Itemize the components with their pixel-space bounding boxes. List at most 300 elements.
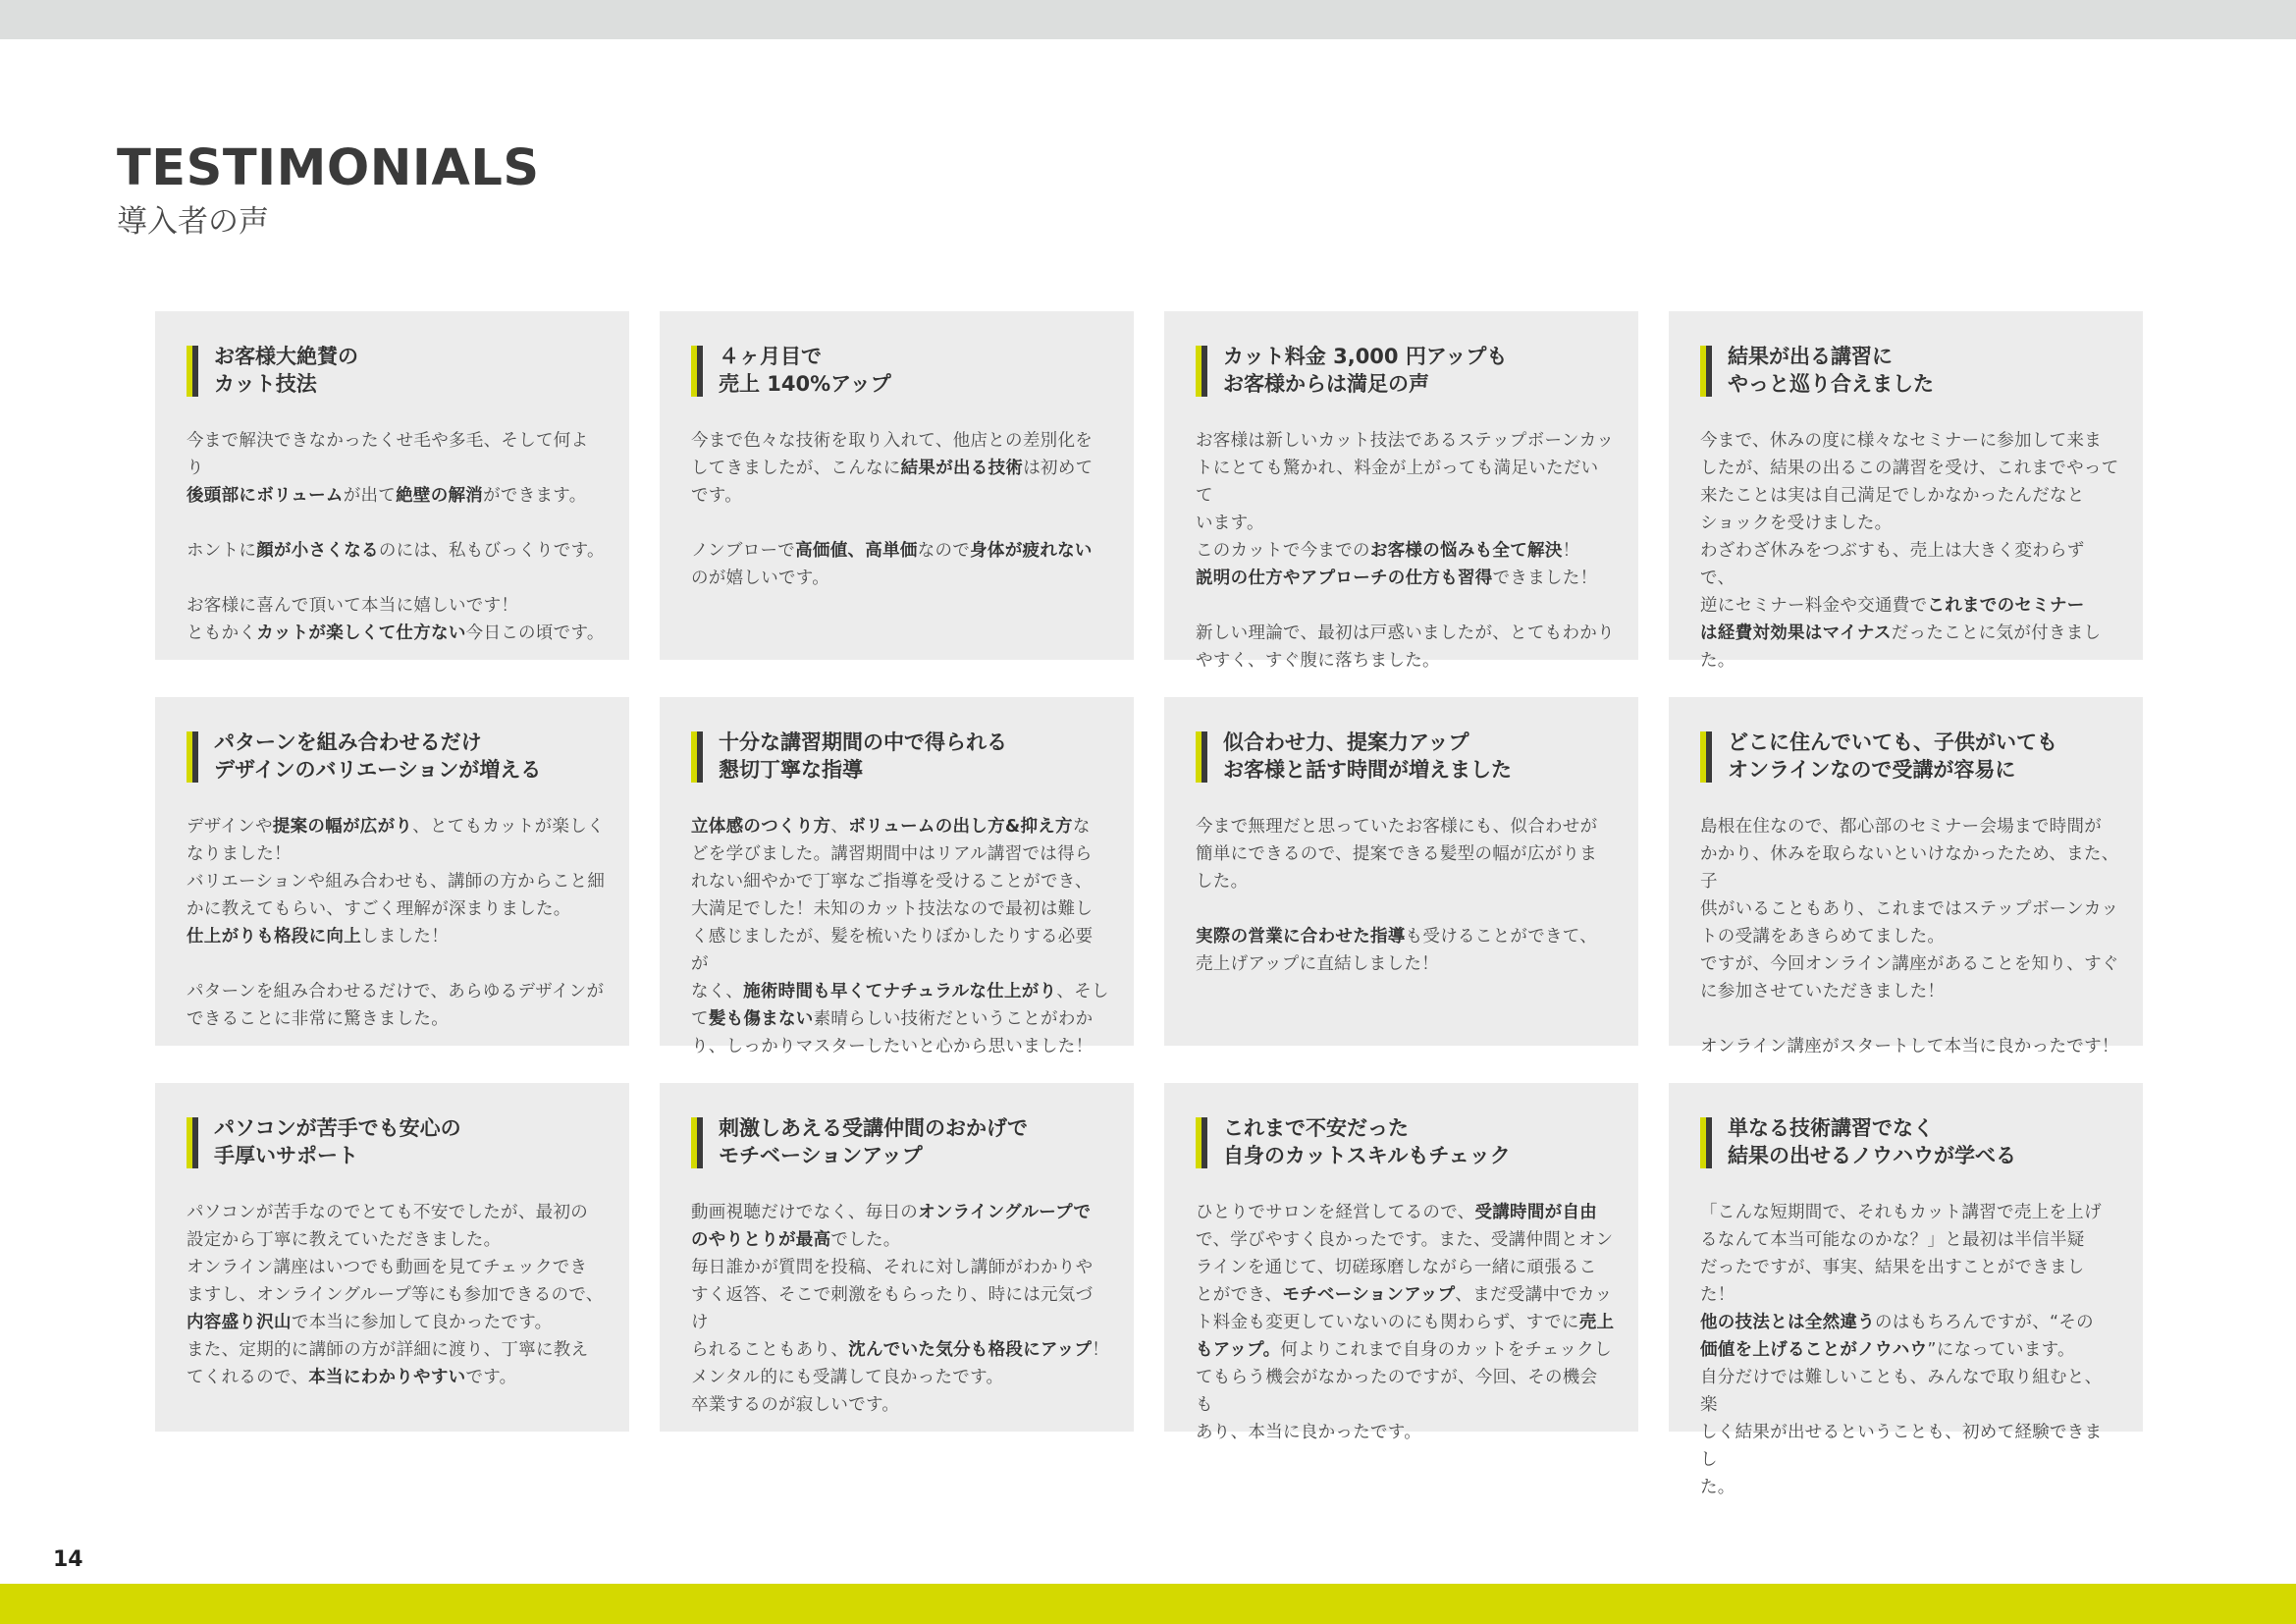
card-title (719, 729, 1110, 784)
body-text: 毎日誰かが質問を投稿、それに対し講師がわかりや (691, 1258, 1094, 1277)
emphasis-text: 高価値、高単価 (795, 541, 918, 561)
body-line (1196, 840, 1615, 868)
body-line (187, 978, 606, 1005)
body-text: デザインや (187, 817, 273, 837)
accent-bar (1700, 346, 1712, 397)
body-line (1700, 1474, 2119, 1501)
body-line (1700, 895, 2119, 923)
card-title-line: 結果が出る講習に (1728, 345, 1893, 368)
body-text: 「こんな短期間で、それもカット講習で売上を上げ (1700, 1203, 2102, 1222)
body-line (187, 1336, 606, 1364)
testimonials-grid (155, 311, 2142, 1497)
body-line (1700, 1309, 2119, 1336)
body-text: トの受講をあきらめてました。 (1700, 927, 1946, 947)
body-text: 今日この頃です。 (465, 623, 605, 643)
card-title-line: 似合わせ力、提案力アップ (1223, 731, 1469, 754)
body-line (691, 1364, 1110, 1391)
card-body (1196, 427, 1615, 675)
card-heading (1196, 1114, 1615, 1169)
body-line (1700, 537, 2119, 592)
body-text: 供がいることもあり、これまではステップボーンカッ (1700, 899, 2119, 919)
body-text: 今まで無理だと思っていたお客様にも、似合わせが (1196, 817, 1598, 837)
emphasis-text: 沈んでいた気分も格段にアップ (848, 1340, 1093, 1360)
body-text: パソコンが苦手なのでとても不安でしたが、最初の (187, 1203, 589, 1222)
emphasis-text: 身体が疲れない (970, 541, 1093, 561)
card-title-line: モチベーションアップ (719, 1144, 923, 1167)
card-body (187, 813, 606, 1033)
body-line (187, 813, 606, 840)
body-line (1700, 1033, 2119, 1060)
card-heading (691, 729, 1110, 784)
body-text: しく結果が出せるということも、初めて経験できまし (1700, 1423, 2103, 1470)
body-line (691, 868, 1110, 895)
emphasis-text: カットが楽しくて仕方ない (256, 623, 466, 643)
body-text: できました！ (1492, 568, 1598, 588)
body-text: られることもあり、 (691, 1340, 849, 1360)
card-title-line: 結果の出せるノウハウが学べる (1728, 1144, 2016, 1167)
paragraph-gap (1196, 895, 1615, 923)
card-body (1700, 427, 2119, 675)
card-body (691, 427, 1110, 592)
paragraph-gap (691, 510, 1110, 537)
bottom-band (0, 1584, 2296, 1624)
body-text: います。 (1196, 514, 1264, 533)
body-text: で、学びやすく良かったです。また、受講仲間とオン (1196, 1230, 1614, 1250)
emphasis-text: 仕上がりも格段に向上 (187, 927, 361, 947)
body-line (1700, 813, 2119, 840)
body-line (691, 537, 1110, 565)
body-text: だったですが、事実、結果を出すことができました！ (1700, 1258, 2085, 1305)
body-text: なりました！ (187, 844, 292, 864)
body-line (187, 840, 606, 868)
body-line (1700, 1336, 2119, 1364)
body-text: バリエーションや組み合わせも、講師の方からこと細 (187, 872, 606, 892)
body-text: ひとりでサロンを経営してるので、 (1196, 1203, 1475, 1222)
card-title-line: 刺激しあえる受講仲間のおかげで (719, 1116, 1028, 1140)
body-text: した。 (1196, 872, 1249, 892)
body-line (1700, 1199, 2119, 1226)
body-line (1196, 1199, 1615, 1226)
body-text: ともかく (187, 623, 257, 643)
body-text: メンタル的にも受講して良かったです。 (691, 1368, 1004, 1387)
card-title (1223, 729, 1615, 784)
emphasis-text: 説明の仕方やアプローチの仕方も習得 (1196, 568, 1493, 588)
body-text: お客様に喜んで頂いて本当に嬉しいです！ (187, 596, 519, 616)
body-text: 、とてもカットが楽しく (412, 817, 605, 837)
body-line (187, 1309, 606, 1336)
body-text: のが嬉しいです。 (691, 568, 829, 588)
body-line (691, 1336, 1110, 1364)
body-line (187, 1281, 606, 1309)
card-title-line: 売上 140%アップ (719, 372, 891, 396)
body-line (1196, 620, 1615, 647)
body-text: て (691, 1009, 709, 1029)
body-line (1196, 950, 1615, 978)
body-text: ができます。 (483, 486, 587, 506)
body-text: です。 (465, 1368, 517, 1387)
emphasis-text: 本当にわかりやすい (308, 1368, 466, 1387)
paragraph-gap (187, 565, 606, 592)
body-line (691, 455, 1110, 482)
body-text: に参加させていただきました！ (1700, 982, 1946, 1001)
body-line (1700, 840, 2119, 895)
body-text: てもらう機会がなかったのですが、今回、その機会も (1196, 1368, 1598, 1415)
accent-bar (691, 346, 703, 397)
accent-bar (691, 731, 703, 783)
body-line (1196, 537, 1615, 565)
body-line (1700, 620, 2119, 647)
body-text: 、 (830, 817, 849, 837)
emphasis-text: 後頭部にボリューム (187, 486, 344, 506)
body-line (691, 895, 1110, 923)
top-band (0, 0, 2296, 39)
card-body (187, 1199, 606, 1391)
body-text: すく返答、そこで刺激をもらったり、時には元気づけ (691, 1285, 1094, 1332)
body-line (187, 895, 606, 923)
card-body (1196, 813, 1615, 978)
accent-bar (1196, 1117, 1207, 1168)
body-line (691, 923, 1110, 978)
card-title-line: これまで不安だった (1223, 1116, 1409, 1140)
body-text: 今まで色々な技術を取り入れて、他店との差別化を (691, 431, 1094, 451)
body-line (691, 1281, 1110, 1336)
body-text: ！ (1562, 541, 1580, 561)
emphasis-text: は経費対効果はマイナス (1700, 623, 1892, 643)
body-text: 大満足でした！未知のカット技法なので最初は難し (691, 899, 1094, 919)
emphasis-text: 他の技法とは全然違う (1700, 1313, 1875, 1332)
body-text: です。 (691, 486, 742, 506)
body-text: 素晴らしい技術だということがわか (813, 1009, 1094, 1029)
emphasis-text: のやりとりが最高 (691, 1230, 831, 1250)
body-text: ラインを通じて、切磋琢磨しながら一緒に頑張るこ (1196, 1258, 1597, 1277)
body-text: のはもちろんですが、“その (1875, 1313, 2094, 1332)
body-line (1196, 1309, 1615, 1336)
accent-bar (1700, 731, 1712, 783)
card-title (1728, 1114, 2119, 1169)
card-body (1700, 813, 2119, 1060)
card-title (1728, 343, 2119, 398)
card-title (1223, 343, 1615, 398)
body-text: ノンブローで (691, 541, 796, 561)
testimonial-card (1669, 1083, 2143, 1497)
body-text: 、まだ受講中でカッ (1455, 1285, 1613, 1305)
body-text: り、しっかりマスターしたいと心から思いました！ (691, 1037, 1094, 1056)
body-text: 卒業するのが寂しいです。 (691, 1395, 900, 1415)
card-heading (691, 1114, 1110, 1169)
body-text: ！ (1092, 1340, 1109, 1360)
body-line (1196, 427, 1615, 455)
body-line (1700, 1364, 2119, 1419)
body-text: 売上げアップに直結しました！ (1196, 954, 1439, 974)
card-body (691, 813, 1110, 1060)
body-line (691, 978, 1110, 1005)
card-title-line: 自身のカットスキルもチェック (1223, 1144, 1511, 1167)
body-text: た。 (1700, 1478, 1735, 1497)
body-text: できることに非常に驚きました。 (187, 1009, 449, 1029)
emphasis-text: 受講時間が自由 (1474, 1203, 1598, 1222)
body-line (691, 1199, 1110, 1226)
body-text: 新しい理論で、最初は戸惑いましたが、とてもわかり (1196, 623, 1615, 643)
body-line (1700, 950, 2119, 978)
card-title (719, 1114, 1110, 1169)
emphasis-text: これまでのセミナー (1927, 596, 2085, 616)
body-line (1700, 482, 2119, 510)
card-title-line: お客様と話す時間が増えました (1223, 758, 1512, 782)
card-title-line: 単なる技術講習でなく (1728, 1116, 1934, 1140)
body-text: のには、私もびっくりです。 (378, 541, 605, 561)
card-body (1196, 1199, 1615, 1446)
body-text: も受けることができて、 (1405, 927, 1598, 947)
card-title-line: ４ヶ月目で (719, 345, 822, 368)
card-body (187, 427, 606, 647)
body-text: ますし、オンライングループ等にも参加できるので、 (187, 1285, 604, 1305)
card-title-line: やっと巡り合えました (1728, 372, 1934, 396)
body-line (1196, 455, 1615, 510)
emphasis-text: オンライングループで (918, 1203, 1092, 1222)
body-line (1196, 510, 1615, 537)
body-line (1196, 1364, 1615, 1419)
emphasis-text: モチベーションアップ (1282, 1285, 1456, 1305)
testimonial-card (1669, 311, 2143, 671)
body-line (1196, 923, 1615, 950)
body-text: で本当に参加して良かったです。 (291, 1313, 553, 1332)
emphasis-text: 施術時間も早くてナチュラルな仕上がり (743, 982, 1057, 1001)
body-text: が出て (343, 486, 397, 506)
body-text: しました！ (361, 927, 449, 947)
testimonial-card (155, 311, 629, 660)
body-text: どを学びました。講習期間中はリアル講習では得ら (691, 844, 1093, 864)
body-line (691, 1391, 1110, 1419)
card-heading (1700, 1114, 2119, 1169)
card-heading (187, 729, 606, 784)
body-line (1196, 1336, 1615, 1364)
emphasis-text: 内容盛り沢山 (187, 1313, 292, 1332)
card-title (1223, 1114, 1615, 1169)
body-text: また、定期的に講師の方が詳細に渡り、丁寧に教え (187, 1340, 589, 1360)
body-line (1700, 978, 2119, 1005)
body-text: トにとても驚かれ、料金が上がっても満足いただいて (1196, 459, 1599, 506)
body-line (1196, 868, 1615, 895)
body-text: な (1072, 817, 1091, 837)
body-text: あり、本当に良かったです。 (1196, 1423, 1421, 1442)
body-line (1196, 1419, 1615, 1446)
testimonial-card (1669, 697, 2143, 1056)
body-line (1700, 647, 2119, 675)
page-subtitle: 導入者の声 (117, 204, 269, 240)
body-line (1700, 1226, 2119, 1254)
accent-bar (1196, 346, 1207, 397)
accent-bar (187, 731, 198, 783)
body-text: ですが、今回オンライン講座があることを知り、すぐ (1700, 954, 2119, 974)
body-line (187, 1005, 606, 1033)
body-line (187, 620, 606, 647)
card-heading (1700, 343, 2119, 398)
body-line (1196, 565, 1615, 592)
body-text: 来たことは実は自己満足でしかなかったんだなと (1700, 486, 2085, 506)
card-heading (1196, 343, 1615, 398)
body-text: でした。 (830, 1230, 901, 1250)
body-line (1700, 592, 2119, 620)
card-heading (691, 343, 1110, 398)
body-line (187, 1254, 606, 1281)
body-text: てくれるので、 (187, 1368, 309, 1387)
body-text: したが、結果の出るこの講習を受け、これまでやって (1700, 459, 2119, 478)
body-text: してきましたが、こんなに (691, 459, 901, 478)
body-text: 、そし (1056, 982, 1109, 1001)
body-text: 簡単にできるので、提案できる髪型の幅が広がりま (1196, 844, 1598, 864)
body-line (1700, 1419, 2119, 1474)
paragraph-gap (1700, 1005, 2119, 1033)
body-line (1196, 813, 1615, 840)
body-line (691, 1254, 1110, 1281)
body-line (1700, 455, 2119, 482)
body-line (187, 1199, 606, 1226)
body-text: かに教えてもらい、すごく理解が深まりました。 (187, 899, 571, 919)
body-line (187, 537, 606, 565)
body-line (1700, 427, 2119, 455)
body-line (691, 1005, 1110, 1033)
card-title-line: カット料金 3,000 円アップも (1223, 345, 1508, 368)
body-line (1700, 923, 2119, 950)
card-title-line: パソコンが苦手でも安心の (214, 1116, 461, 1140)
body-line (691, 1226, 1110, 1254)
accent-bar (187, 1117, 198, 1168)
card-title-line: 懇切丁寧な指導 (719, 758, 863, 782)
body-text: た。 (1700, 651, 1735, 671)
paragraph-gap (187, 950, 606, 978)
card-title-line: お客様からは満足の声 (1223, 372, 1429, 396)
card-title-line: どこに住んでいても、子供がいても (1728, 731, 2057, 754)
body-text: るなんて本当可能なのかな？」と最初は半信半疑 (1700, 1230, 2085, 1250)
body-line (187, 1364, 606, 1391)
emphasis-text: 実際の営業に合わせた指導 (1196, 927, 1406, 947)
body-line (187, 482, 606, 510)
body-text: オンライン講座がスタートして本当に良かったです！ (1700, 1037, 2119, 1056)
body-line (1196, 1281, 1615, 1309)
body-line (187, 427, 606, 482)
testimonial-card (1164, 311, 1638, 671)
testimonial-card (660, 697, 1134, 1056)
body-text: く感じましたが、髪を梳いたりぼかしたりする必要が (691, 927, 1094, 974)
card-title (1728, 729, 2119, 784)
emphasis-text: 絶壁の解消 (396, 486, 484, 506)
emphasis-text: 立体感のつくり方 (691, 817, 831, 837)
card-title-line: お客様大絶賛の (214, 345, 358, 368)
page-heading (117, 139, 540, 240)
emphasis-text: 結果が出る技術 (900, 459, 1024, 478)
card-title (214, 343, 606, 398)
body-text: ”になっています。 (1927, 1340, 2075, 1360)
card-heading (187, 343, 606, 398)
body-text: かかり、休みを取らないといけなかったため、また、子 (1700, 844, 2119, 892)
testimonial-card (155, 1083, 629, 1432)
body-text: ト料金も変更していないのにも関わらず、すでに (1196, 1313, 1579, 1332)
card-body (691, 1199, 1110, 1419)
body-line (1700, 510, 2119, 537)
body-line (1196, 647, 1615, 675)
body-line (1196, 1226, 1615, 1254)
body-line (691, 1033, 1110, 1060)
emphasis-text: 売上 (1578, 1313, 1615, 1332)
body-text: パターンを組み合わせるだけで、あらゆるデザインが (187, 982, 605, 1001)
body-text: 自分だけでは難しいことも、みんなで取り組むと、楽 (1700, 1368, 2103, 1415)
body-text: は初めて (1023, 459, 1094, 478)
body-line (691, 565, 1110, 592)
card-body (1700, 1199, 2119, 1501)
emphasis-text: 提案の幅が広がり (272, 817, 413, 837)
emphasis-text: ボリュームの出し方&抑え方 (848, 817, 1073, 837)
body-line (187, 1226, 606, 1254)
card-title (214, 1114, 606, 1169)
testimonial-card (660, 311, 1134, 660)
body-text: 動画視聴だけでなく、毎日の (691, 1203, 919, 1222)
body-line (187, 592, 606, 620)
card-title-line: 手厚いサポート (214, 1144, 358, 1167)
card-title (719, 343, 1110, 398)
emphasis-text: 価値を上げることがノウハウ (1700, 1340, 1928, 1360)
body-text: ショックを受けました。 (1700, 514, 1893, 533)
emphasis-text: 髪も傷まない (708, 1009, 814, 1029)
body-text: 島根在住なので、都心部のセミナー会場まで時間が (1700, 817, 2103, 837)
body-text: 何よりこれまで自身のカットをチェックし (1280, 1340, 1612, 1360)
body-text: お客様は新しいカット技法であるステップボーンカッ (1196, 431, 1615, 451)
accent-bar (1700, 1117, 1712, 1168)
card-heading (187, 1114, 606, 1169)
body-text: なく、 (691, 982, 744, 1001)
card-heading (1196, 729, 1615, 784)
emphasis-text: お客様の悩みも全て解決 (1369, 541, 1563, 561)
card-title-line: パターンを組み合わせるだけ (214, 731, 482, 754)
body-text: このカットで今までの (1196, 541, 1370, 561)
accent-bar (691, 1117, 703, 1168)
card-heading (1700, 729, 2119, 784)
page-title: TESTIMONIALS (117, 139, 540, 197)
testimonial-card (1164, 697, 1638, 1046)
body-line (691, 840, 1110, 868)
body-text: やすく、すぐ腹に落ちました。 (1196, 651, 1440, 671)
body-line (1700, 1254, 2119, 1309)
body-text: オンライン講座はいつでも動画を見てチェックでき (187, 1258, 588, 1277)
body-line (187, 868, 606, 895)
body-text: れない細やかで丁寧なご指導を受けることができ、 (691, 872, 1093, 892)
body-text: 設定から丁寧に教えていただきました。 (187, 1230, 502, 1250)
body-line (691, 813, 1110, 840)
body-text: なので (917, 541, 971, 561)
paragraph-gap (187, 510, 606, 537)
body-text: ホントに (187, 541, 257, 561)
body-text: とができ、 (1196, 1285, 1283, 1305)
accent-bar (1196, 731, 1207, 783)
testimonial-card (1164, 1083, 1638, 1442)
body-line (187, 923, 606, 950)
card-title (214, 729, 606, 784)
body-line (1196, 1254, 1615, 1281)
emphasis-text: もアップ。 (1196, 1340, 1281, 1360)
body-line (691, 482, 1110, 510)
body-text: だったことに気が付きまし (1891, 623, 2102, 643)
testimonial-card (155, 697, 629, 1046)
body-text: 逆にセミナー料金や交通費で (1700, 596, 1928, 616)
body-line (691, 427, 1110, 455)
emphasis-text: 顔が小さくなる (256, 541, 379, 561)
body-text: 今まで、休みの度に様々なセミナーに参加して来ま (1700, 431, 2103, 451)
card-title-line: 十分な講習期間の中で得られる (719, 731, 1007, 754)
card-title-line: デザインのバリエーションが増える (214, 758, 542, 782)
accent-bar (187, 346, 198, 397)
body-text: わざわざ休みをつぶすも、売上は大きく変わらずで、 (1700, 541, 2085, 588)
paragraph-gap (1196, 592, 1615, 620)
card-title-line: オンラインなので受講が容易に (1728, 758, 2016, 782)
